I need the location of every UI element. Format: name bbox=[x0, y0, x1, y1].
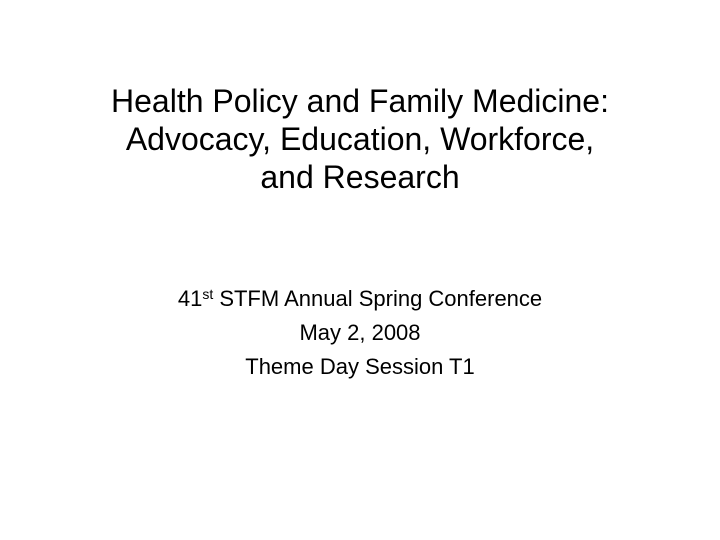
title-line-2: Advocacy, Education, Workforce, bbox=[125, 121, 595, 157]
conference-name: STFM Annual Spring Conference bbox=[213, 286, 543, 311]
conference-ordinal: st bbox=[202, 286, 214, 302]
slide-subtitle bbox=[20, 282, 700, 384]
title-line-1: Health Policy and Family Medicine: bbox=[111, 83, 609, 119]
session-label: Theme Day Session T1 bbox=[245, 354, 475, 379]
conference-line bbox=[20, 282, 700, 316]
conference-number: 41 bbox=[177, 286, 203, 311]
conference-date: May 2, 2008 bbox=[299, 320, 421, 345]
slide-title bbox=[20, 82, 700, 196]
title-line-3: and Research bbox=[260, 159, 460, 195]
